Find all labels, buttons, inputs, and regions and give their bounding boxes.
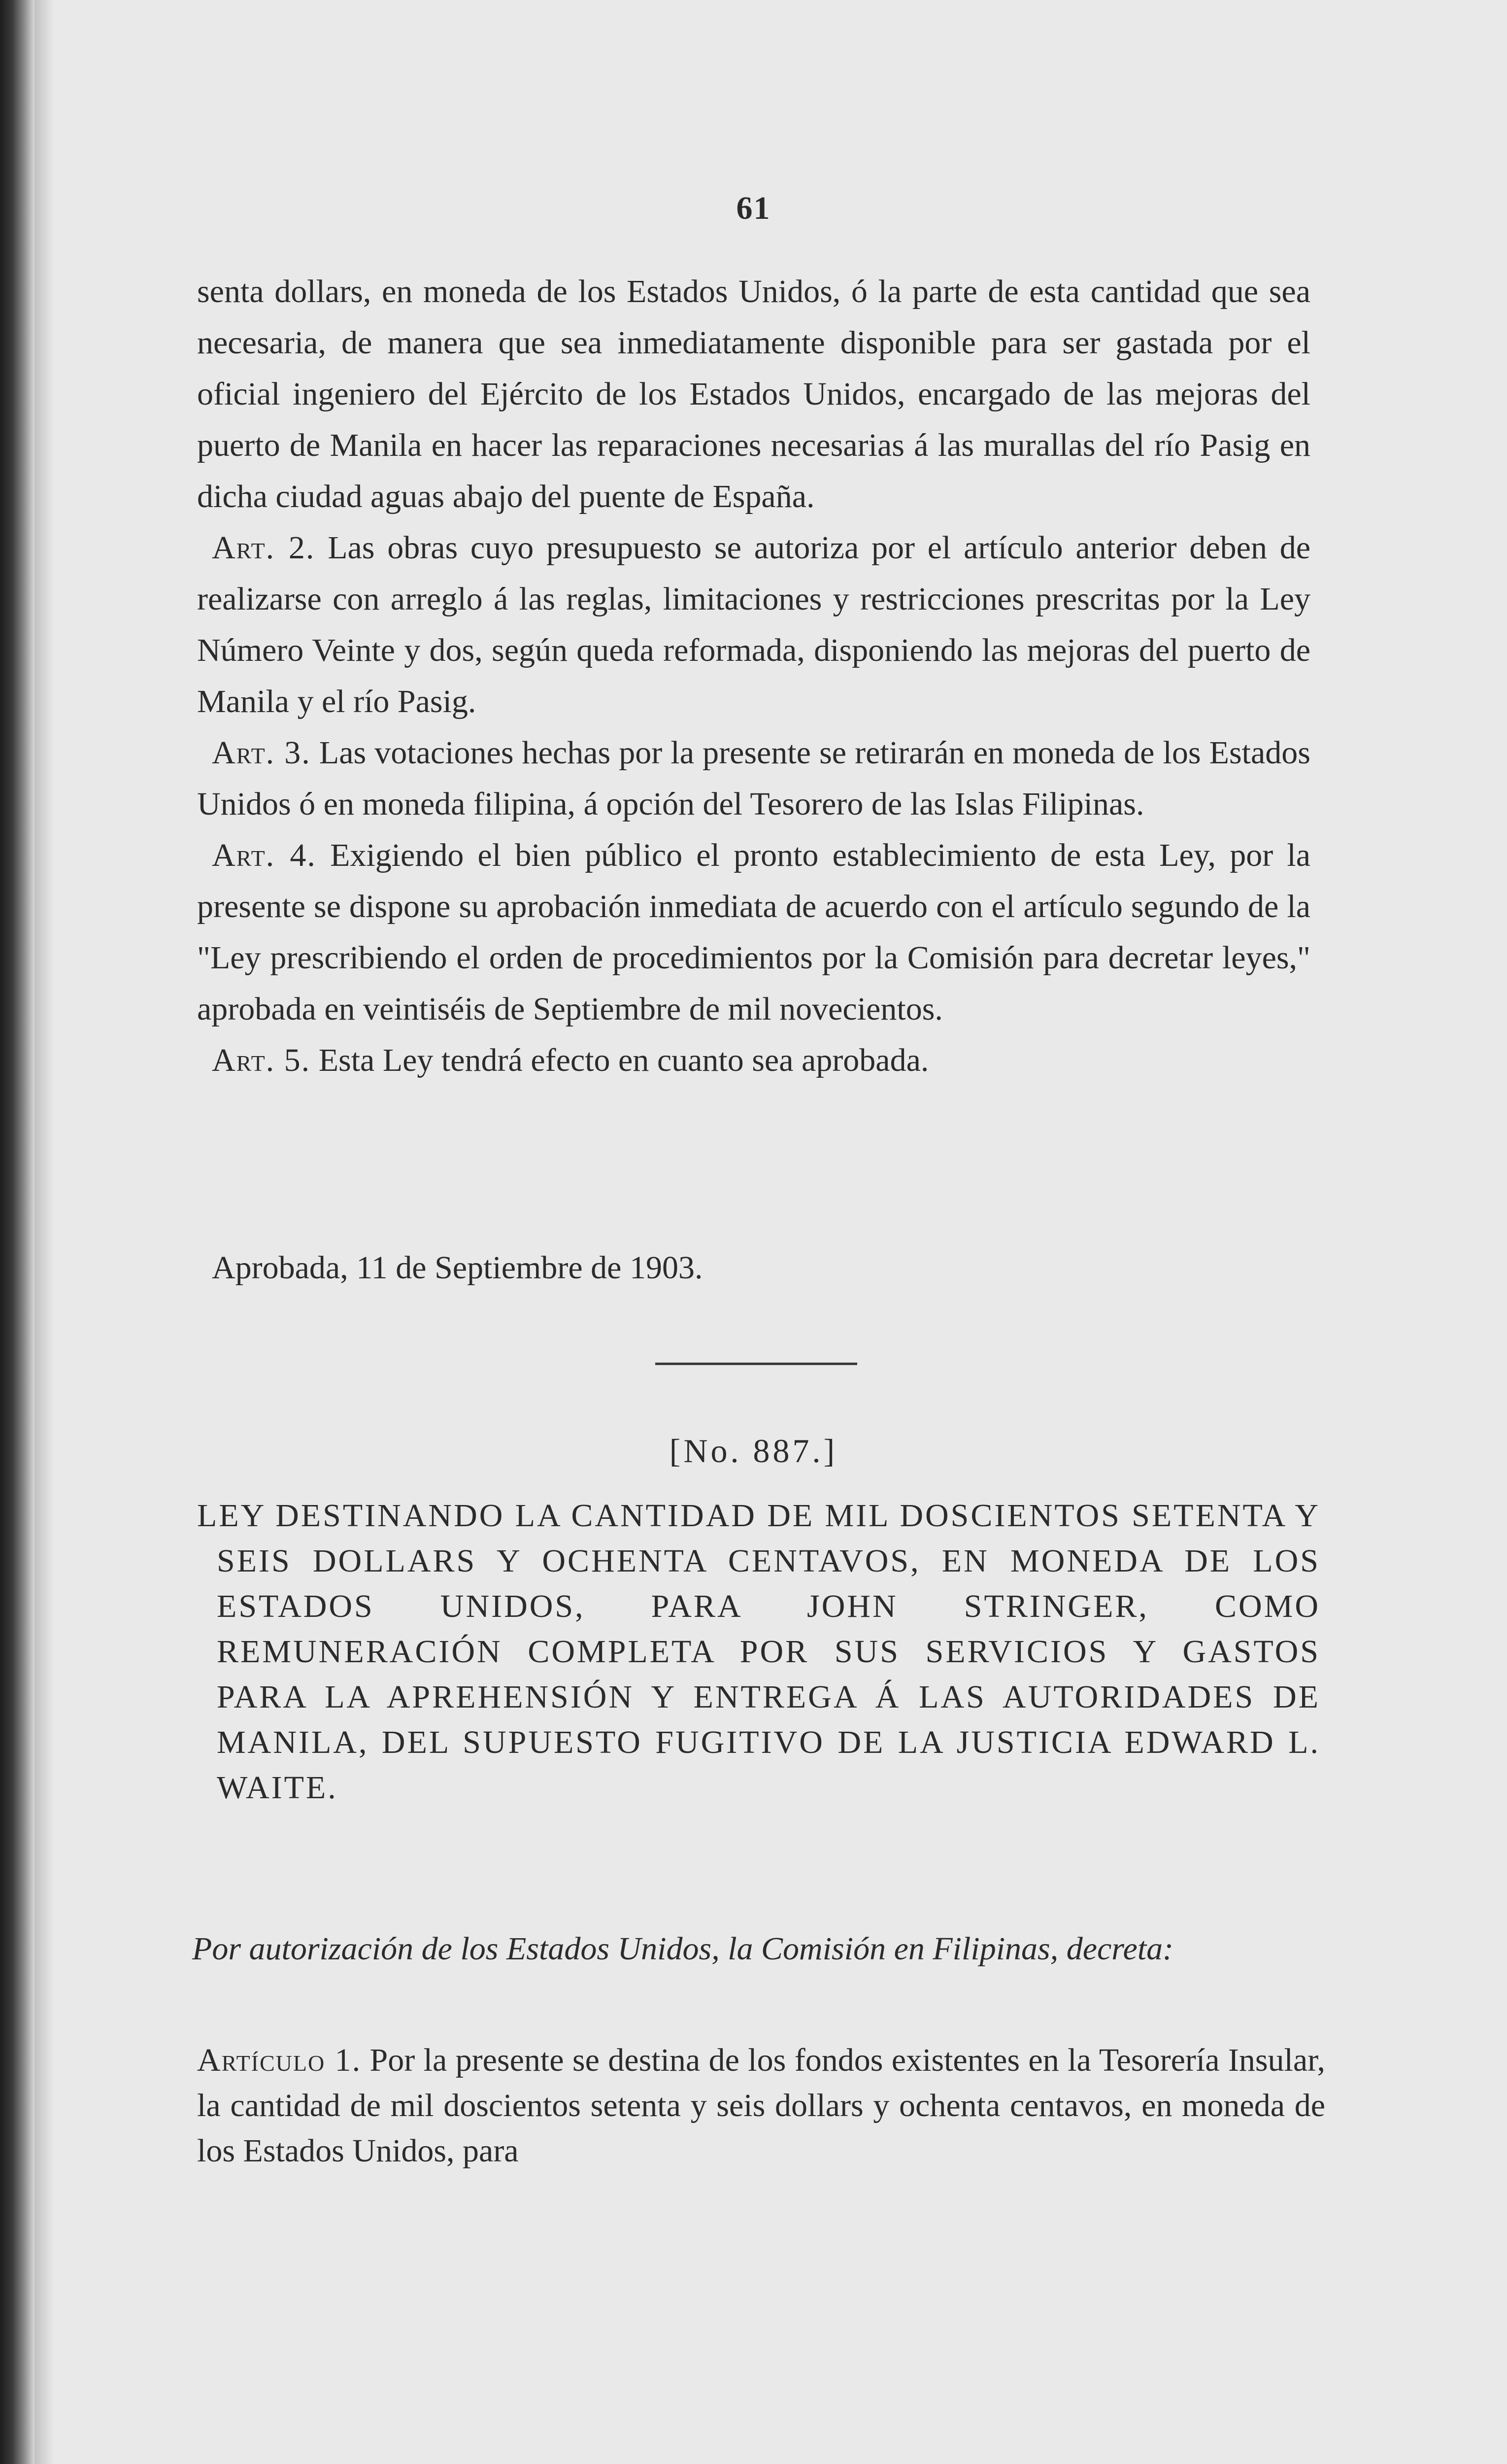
law-number: [No. 887.]	[669, 1432, 838, 1470]
law-body	[197, 266, 1310, 1086]
law-title: LEY DESTINANDO LA CANTIDAD DE MIL DOSCIENTOS SETENTA Y SEIS DOLLARS Y OCHENTA CENTAVOS, EN MONEDA DE LOS ESTADOS UNIDOS, PARA JOHN STRINGER, COMO REMUNERACIÓN COMPLETA POR SUS SERVICIOS Y GASTOS PARA LA APREHENSIÓN Y ENTREGA Á LAS AUTORIDADES DE MANILA, DEL SUPUESTO FUGITIVO DE LA JUSTICIA EDWARD L. WAITE.	[197, 1498, 1320, 1806]
page-number: 61	[736, 190, 771, 226]
article-4-label: Art. 4.	[212, 837, 316, 873]
approval-date: Aprobada, 11 de Septiembre de 1903.	[212, 1250, 703, 1286]
section-divider	[655, 1363, 857, 1365]
article-1-label: Artículo 1.	[197, 2042, 362, 2078]
article-3-label: Art. 3.	[212, 735, 311, 771]
article-2-text: Las obras cuyo presupuesto se autoriza por el artículo anterior deben de realizarse con arreglo á las reglas, limitaciones y restricciones prescritas por la Ley Número Veinte y dos, según queda reformada, disponiendo las mejoras del puerto de Manila y el río Pasig.	[197, 530, 1311, 719]
article-2-label: Art. 2.	[212, 530, 315, 566]
article-4-text: Exigiendo el bien público el pronto establecimiento de esta Ley, por la presente se dispone su aprobación inmediata de acuerdo con el artículo segundo de la "Ley prescribiendo el orden de procedimientos por la Comisión para decretar leyes," aprobada en veintiséis de Septiembre de mil novecientos.	[197, 837, 1311, 1027]
enacting-clause: Por autorización de los Estados Unidos, la Comisión en Filipinas, decreta:	[192, 1931, 1174, 1967]
article-2	[197, 522, 1310, 727]
article-3-text: Las votaciones hechas por la presente se retirarán en moneda de los Estados Unidos ó en moneda filipina, á opción del Tesorero de las Islas Filipinas.	[197, 735, 1310, 822]
article-3	[197, 727, 1310, 830]
continuation-paragraph: senta dollars, en moneda de los Estados Unidos, ó la parte de esta cantidad que sea necesaria, de manera que sea inmediatamente disponible para ser gastada por el oficial ingeniero del Ejército de los Estados Unidos, encargado de las mejoras del puerto de Manila en hacer las reparaciones necesarias á las murallas del río Pasig en dicha ciudad aguas abajo del puente de España.	[197, 274, 1310, 514]
article-4	[197, 830, 1310, 1035]
article-5-text: Esta Ley tendrá efecto en cuanto sea aprobada.	[318, 1042, 929, 1078]
article-1	[197, 2038, 1325, 2174]
article-5	[197, 1035, 1310, 1086]
article-5-label: Art. 5.	[212, 1042, 311, 1078]
article-1-text: Por la presente se destina de los fondos existentes en la Tesorería Insular, la cantidad de mil doscientos setenta y seis dollars y ochenta centavos, en moneda de los Estados Unidos, para	[197, 2042, 1326, 2169]
